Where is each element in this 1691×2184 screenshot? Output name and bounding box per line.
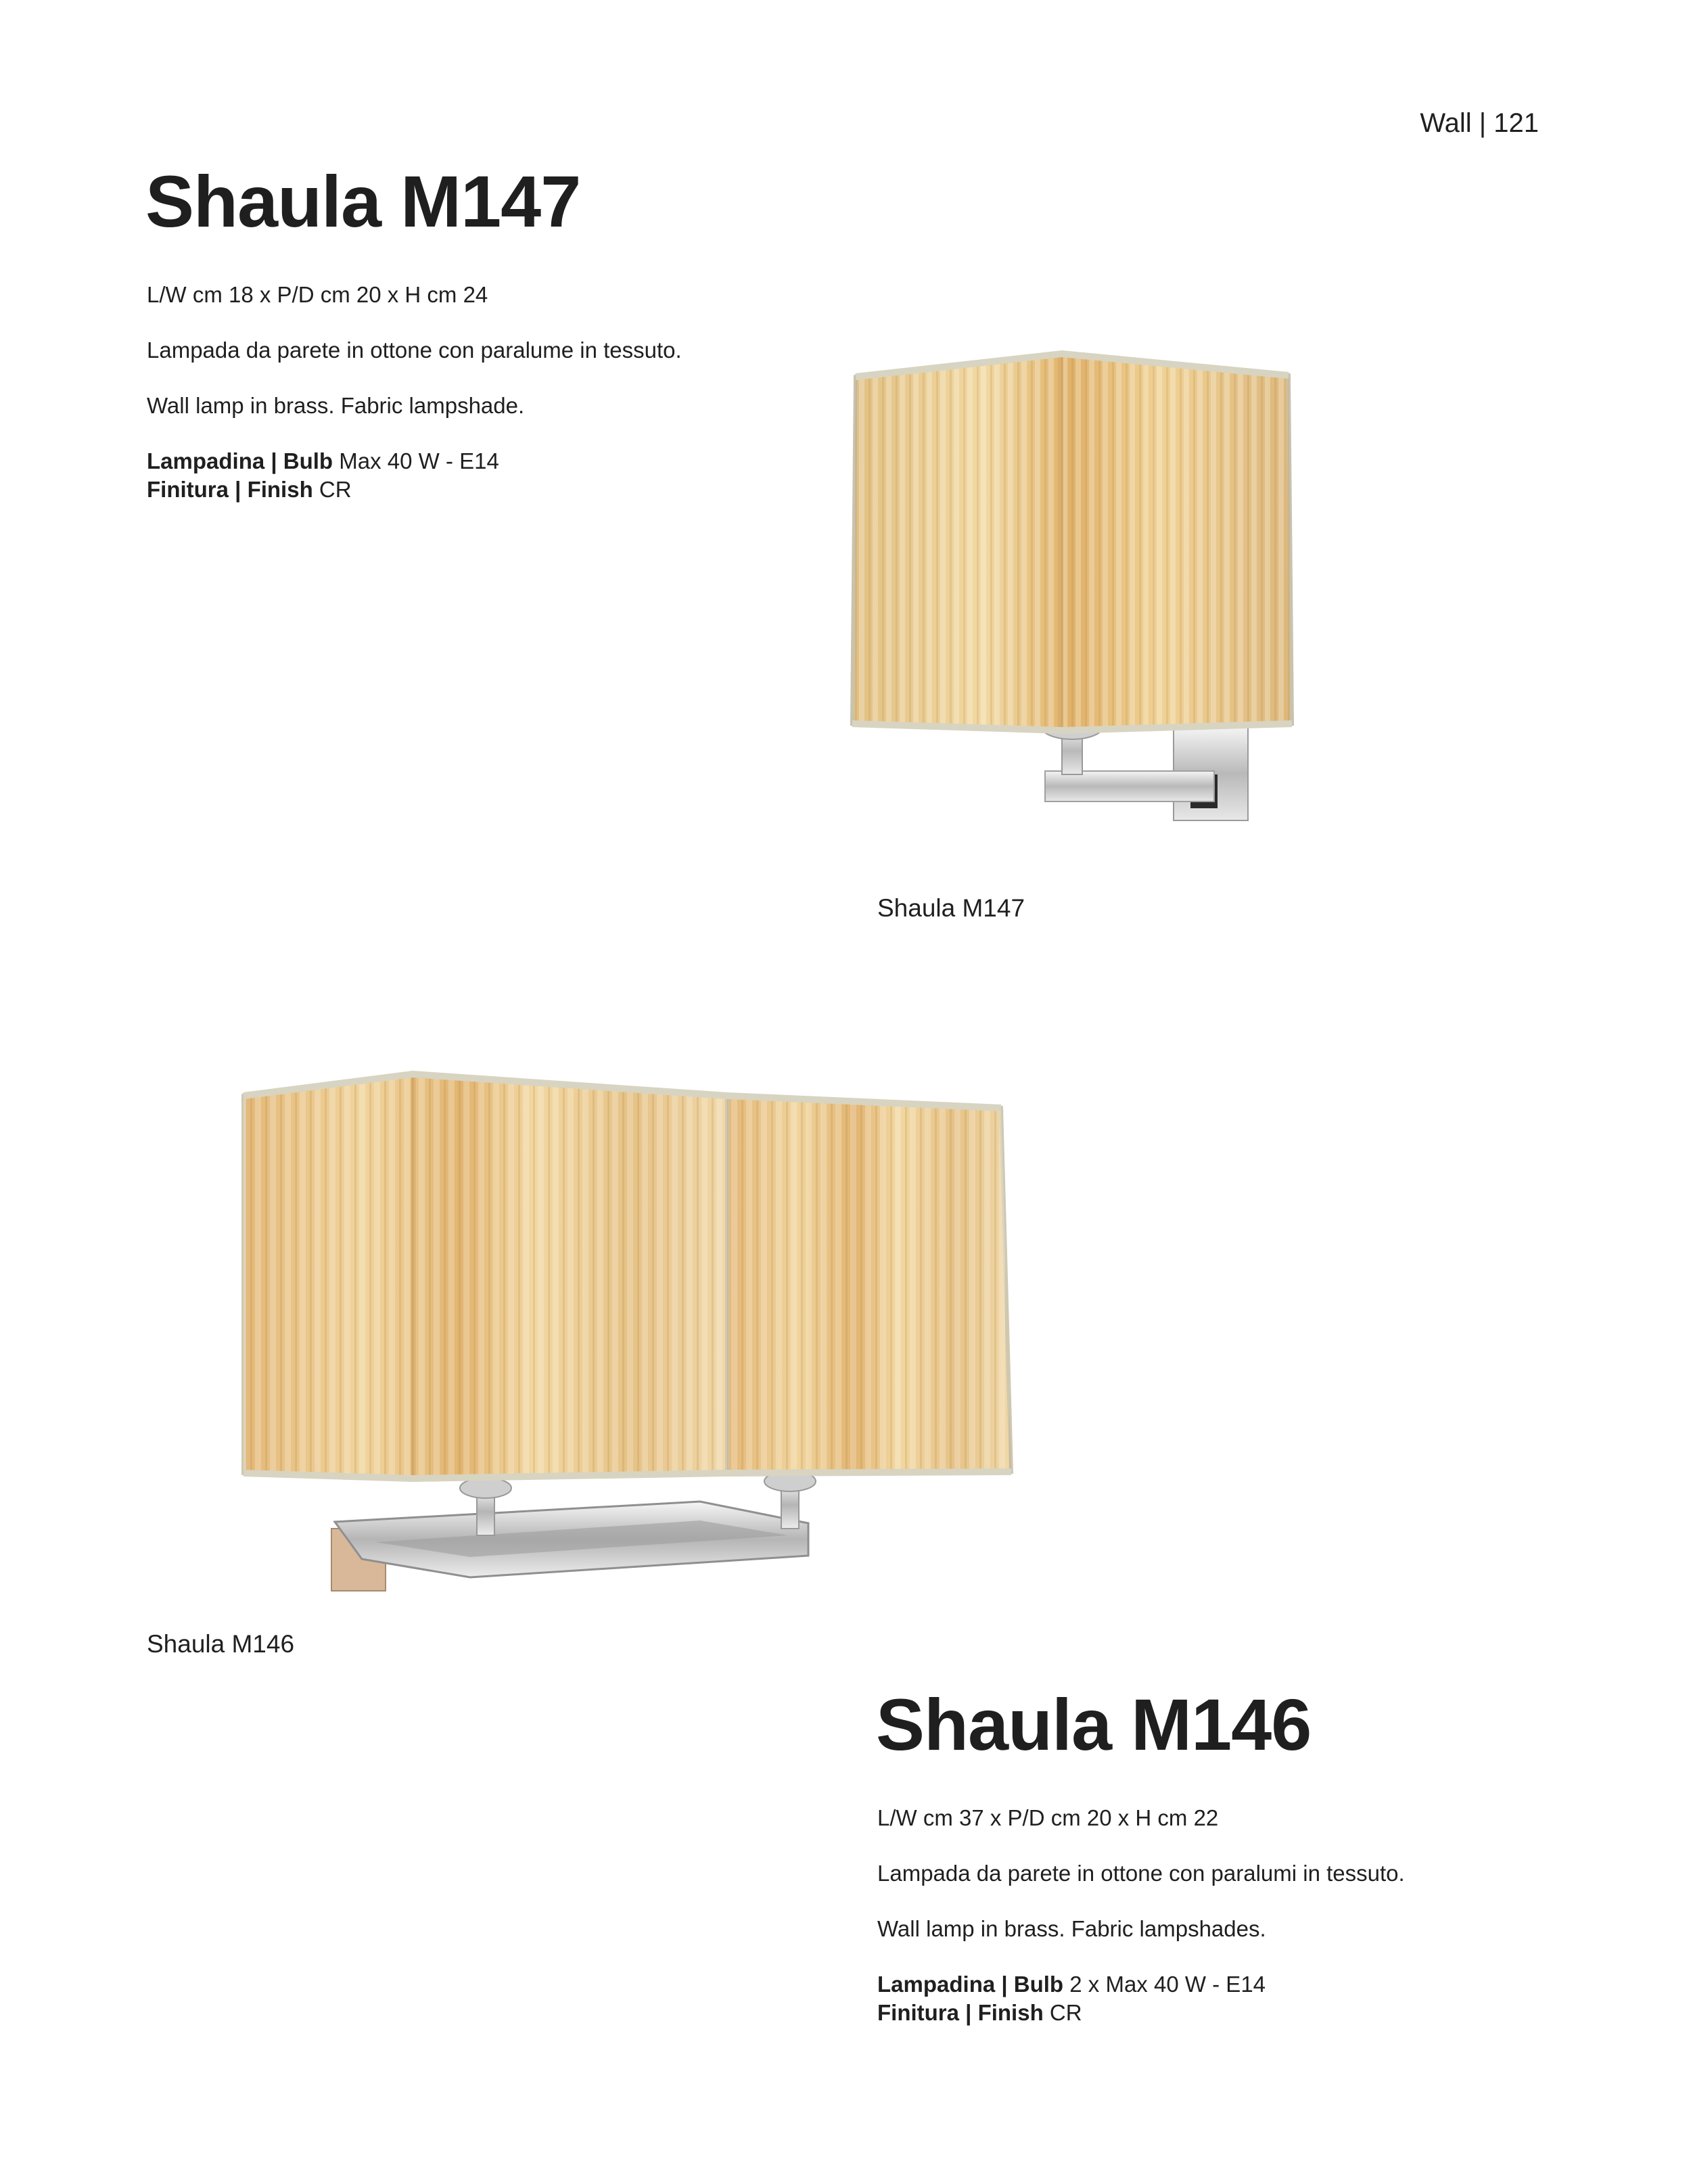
page-number: Wall | 121 — [1420, 108, 1539, 138]
product-image-m147 — [846, 348, 1312, 829]
finish-value: CR — [312, 477, 352, 502]
bulb-label: Lampadina | Bulb — [877, 1972, 1064, 1997]
product-description-en-m147: Wall lamp in brass. Fabric lampshade. — [147, 393, 525, 418]
image-caption-m147: Shaula M147 — [877, 894, 1025, 922]
product-dimensions-m146: L/W cm 37 x P/D cm 20 x H cm 22 — [877, 1805, 1219, 1830]
bulb-label: Lampadina | Bulb — [147, 448, 333, 473]
bulb-value: Max 40 W - E14 — [333, 448, 499, 473]
finish-label: Finitura | Finish — [147, 477, 313, 502]
product-image-m146 — [240, 1069, 1025, 1596]
finish-value: CR — [1043, 2000, 1082, 2025]
product-bulb-spec-m147 — [147, 447, 499, 475]
image-caption-m146: Shaula M146 — [147, 1630, 295, 1658]
product-description-it-m146: Lampada da parete in ottone con paralumi in tessuto. — [877, 1861, 1405, 1886]
product-description-en-m146: Wall lamp in brass. Fabric lampshades. — [877, 1916, 1266, 1941]
bulb-value: 2 x Max 40 W - E14 — [1063, 1972, 1266, 1997]
product-bulb-spec-m146 — [877, 1970, 1266, 1999]
product-finish-spec-m147 — [147, 475, 352, 504]
product-dimensions-m147: L/W cm 18 x P/D cm 20 x H cm 24 — [147, 282, 488, 307]
product-description-it-m147: Lampada da parete in ottone con paralume in tessuto. — [147, 338, 682, 363]
finish-label: Finitura | Finish — [877, 2000, 1044, 2025]
product-finish-spec-m146 — [877, 1999, 1082, 2027]
product-title-m146: Shaula M146 — [876, 1683, 1312, 1765]
product-title-m147: Shaula M147 — [145, 160, 581, 242]
